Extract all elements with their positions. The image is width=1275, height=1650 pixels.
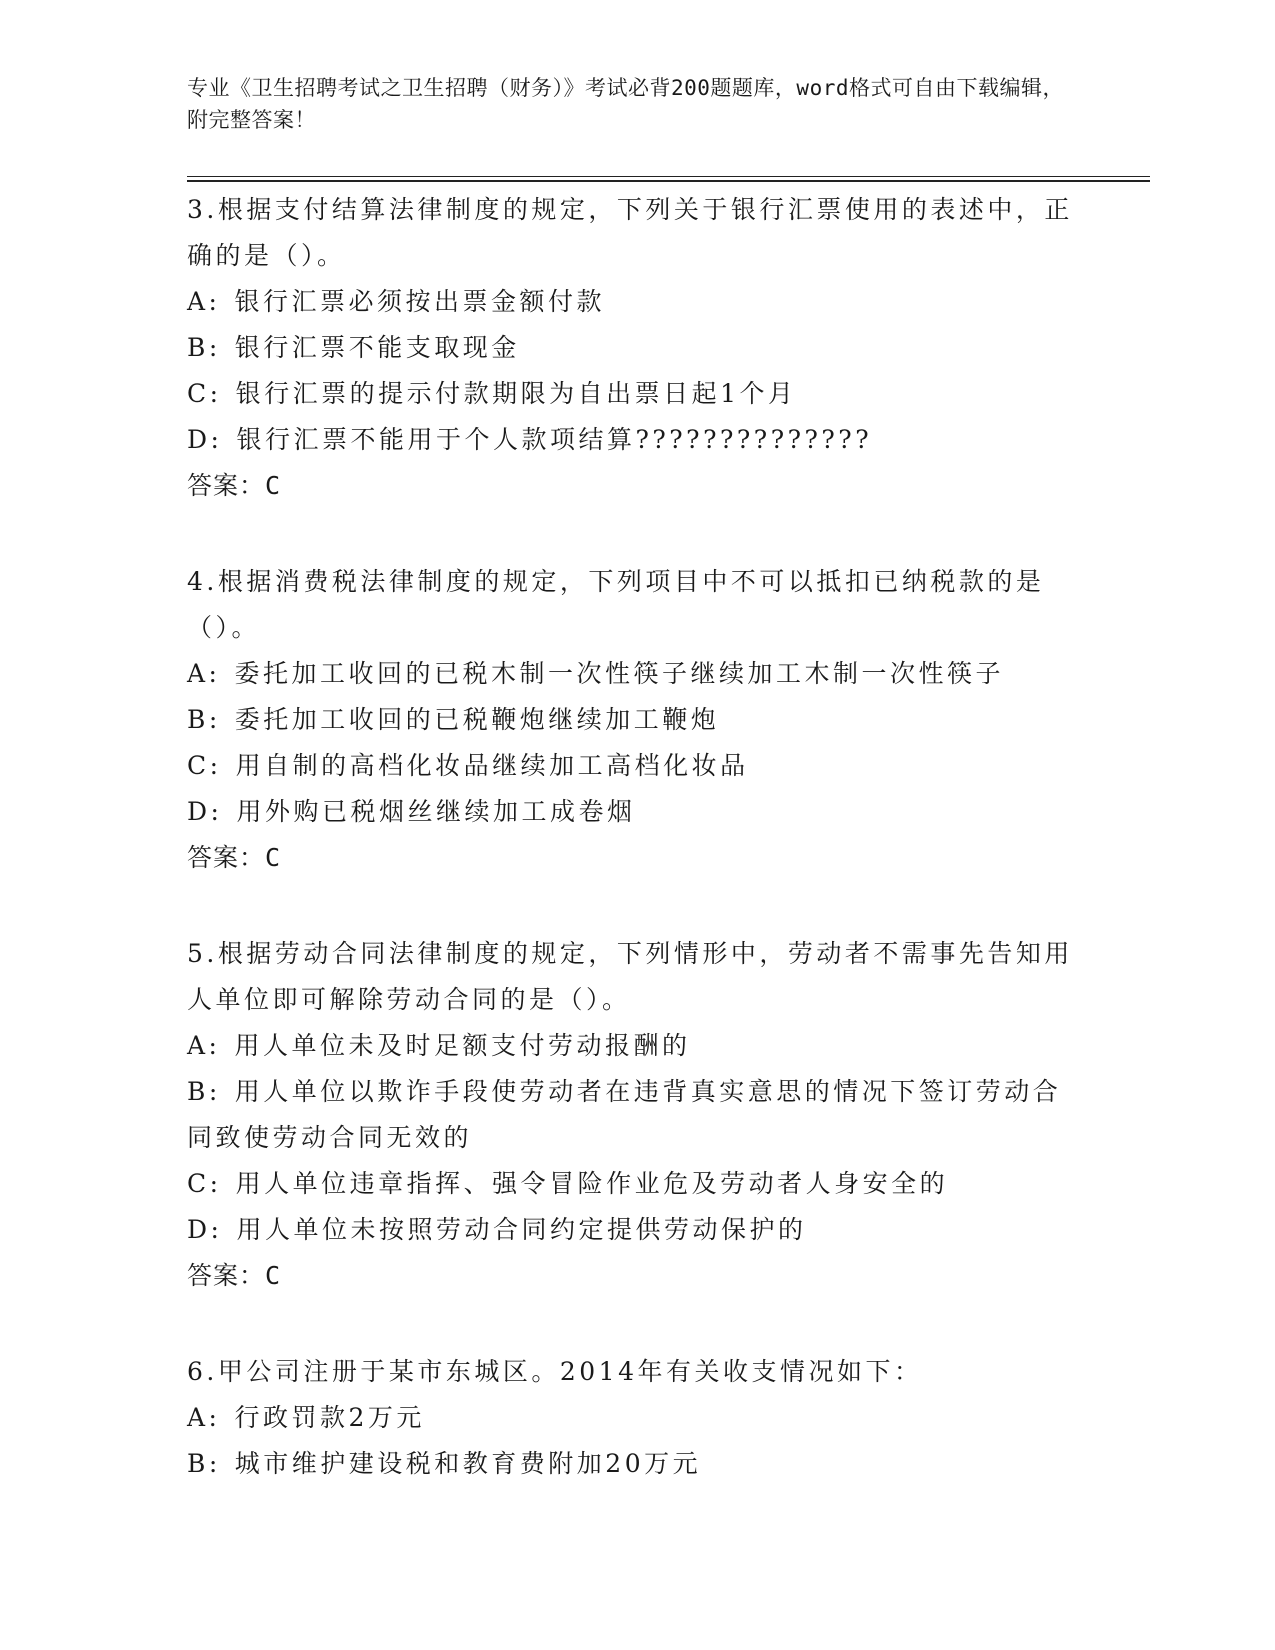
answer-line: 答案：C: [187, 1261, 282, 1290]
option-a: [187, 279, 1087, 325]
option-key: D:: [187, 425, 223, 454]
option-text: 银行汇票不能支取现金: [234, 333, 520, 362]
question-list: [187, 187, 1087, 1537]
question-3: [187, 187, 1087, 509]
option-c: [187, 371, 1087, 417]
document-header: 专业《卫生招聘考试之卫生招聘（财务）》考试必背200题题库，word格式可自由下载编辑，附完整答案！: [187, 76, 1064, 132]
option-key: C:: [187, 751, 222, 780]
question-6: [187, 1349, 1087, 1487]
option-key: C:: [187, 379, 222, 408]
option-a: [187, 651, 1087, 697]
option-text: 银行汇票不能用于个人款项结算??????????????: [236, 425, 873, 454]
option-d: [187, 789, 1087, 835]
option-text: 城市维护建设税和教育费附加20万元: [234, 1449, 702, 1478]
option-key: A:: [187, 659, 221, 688]
option-b: [187, 697, 1087, 743]
answer-line: 答案：C: [187, 471, 282, 500]
option-text: 行政罚款2万元: [234, 1403, 425, 1432]
option-key: D:: [187, 797, 223, 826]
option-c: [187, 1161, 1087, 1207]
option-text: 银行汇票必须按出票金额付款: [234, 287, 605, 316]
option-key: B:: [187, 333, 221, 362]
question-4: [187, 559, 1087, 881]
option-d: [187, 1207, 1087, 1253]
option-d: [187, 417, 1087, 463]
option-text: 用外购已税烟丝继续加工成卷烟: [236, 797, 636, 826]
question-stem: 6.甲公司注册于某市东城区。2014年有关收支情况如下：: [187, 1357, 923, 1386]
question-stem: 4.根据消费税法律制度的规定，下列项目中不可以抵扣已纳税款的是（）。: [187, 567, 1045, 642]
option-text: 用人单位以欺诈手段使劳动者在违背真实意思的情况下签订劳动合同致使劳动合同无效的: [187, 1077, 1062, 1152]
option-b: [187, 325, 1087, 371]
option-a: [187, 1395, 1087, 1441]
option-text: 委托加工收回的已税鞭炮继续加工鞭炮: [234, 705, 720, 734]
header-rule-thick: [187, 180, 1150, 182]
option-c: [187, 743, 1087, 789]
option-key: C:: [187, 1169, 222, 1198]
header-rule-thin: [187, 176, 1150, 177]
option-b: [187, 1069, 1087, 1161]
option-key: D:: [187, 1215, 223, 1244]
option-key: A:: [187, 287, 221, 316]
answer-line: 答案：C: [187, 843, 282, 872]
option-text: 用人单位未及时足额支付劳动报酬的: [234, 1031, 691, 1060]
option-text: 用人单位未按照劳动合同约定提供劳动保护的: [236, 1215, 807, 1244]
question-stem: 3.根据支付结算法律制度的规定，下列关于银行汇票使用的表述中，正确的是（）。: [187, 195, 1073, 270]
option-a: [187, 1023, 1087, 1069]
option-key: B:: [187, 1077, 221, 1106]
option-key: A:: [187, 1403, 221, 1432]
question-5: [187, 931, 1087, 1299]
option-text: 用自制的高档化妆品继续加工高档化妆品: [235, 751, 749, 780]
option-text: 银行汇票的提示付款期限为自出票日起1个月: [235, 379, 797, 408]
option-key: B:: [187, 705, 221, 734]
option-text: 用人单位违章指挥、强令冒险作业危及劳动者人身安全的: [235, 1169, 949, 1198]
option-text: 委托加工收回的已税木制一次性筷子继续加工木制一次性筷子: [234, 659, 1004, 688]
option-key: B:: [187, 1449, 221, 1478]
option-key: A:: [187, 1031, 221, 1060]
option-b: [187, 1441, 1087, 1487]
question-stem: 5.根据劳动合同法律制度的规定，下列情形中，劳动者不需事先告知用人单位即可解除劳动合同的是（）。: [187, 939, 1073, 1014]
